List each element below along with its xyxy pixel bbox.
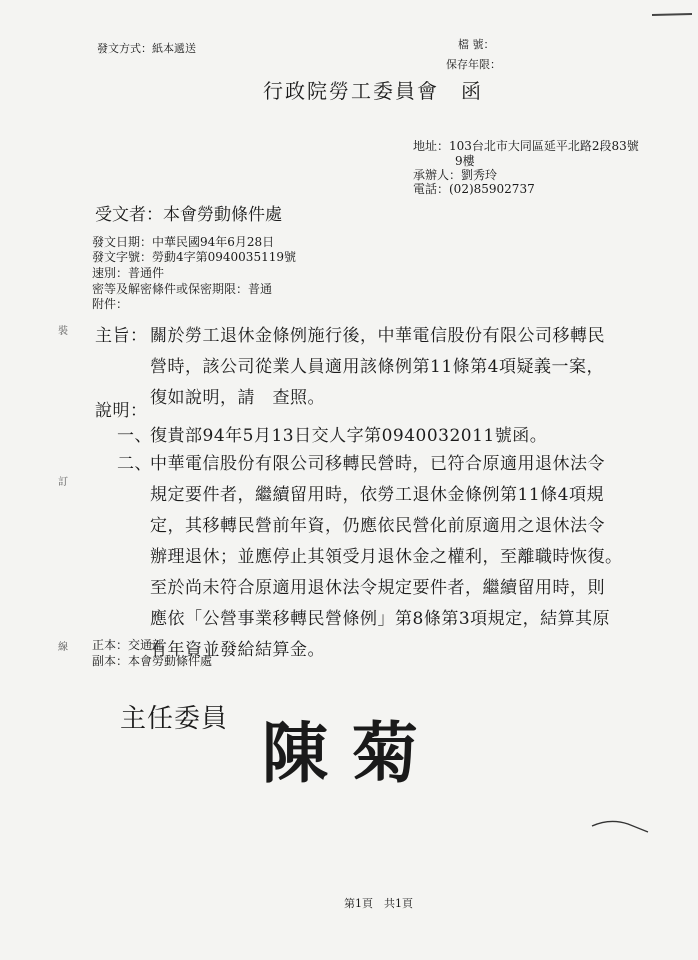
explanation-line: 中華電信股份有限公司移轉民營時，已符合原適用退休法令 bbox=[150, 454, 605, 474]
explanation-item-1-number: 一、 bbox=[117, 426, 152, 446]
document-number: 發文字號：勞動4字第0940035119號 bbox=[92, 250, 296, 264]
page-number: 第1頁 共1頁 bbox=[344, 897, 413, 910]
primary-recipient: 正本：交通部 bbox=[92, 638, 165, 652]
signatory-title: 主任委員 bbox=[120, 704, 229, 734]
file-number-label: 檔 號： bbox=[458, 38, 495, 51]
explanation-item-2 bbox=[150, 449, 623, 666]
secrecy-level: 密等及解密條件或保密期限：普通 bbox=[92, 282, 273, 296]
subject-label: 主旨： bbox=[95, 326, 148, 346]
address-line: 地址：103台北市大同區延平北路2段83號 bbox=[413, 139, 639, 153]
retention-label: 保存年限： bbox=[446, 58, 501, 71]
scan-mark-icon bbox=[650, 10, 694, 20]
delivery-method: 發文方式：紙本遞送 bbox=[97, 42, 196, 55]
explanation-line: 復貴部94年5月13日交人字第0940032011號函。 bbox=[150, 426, 548, 446]
phone-number: 電話：(02)85902737 bbox=[413, 182, 535, 196]
attachments: 附件： bbox=[92, 297, 129, 311]
binding-mark: 裝 bbox=[58, 326, 68, 337]
copy-recipient: 副本：本會勞動條件處 bbox=[92, 654, 213, 668]
delivery-speed: 速別：普通件 bbox=[92, 266, 165, 280]
document-title: 行政院勞工委員會 函 bbox=[263, 79, 483, 103]
contact-person: 承辦人：劉秀玲 bbox=[413, 168, 498, 182]
explanation-item-2-number: 二、 bbox=[117, 454, 152, 474]
explanation-line: 定，其移轉民營前年資，仍應依民營化前原適用之退休法令 bbox=[150, 516, 605, 536]
issue-date: 發文日期：中華民國94年6月28日 bbox=[92, 235, 275, 249]
recipient: 受文者：本會勞動條件處 bbox=[95, 205, 282, 225]
binding-mark: 訂 bbox=[58, 477, 68, 488]
explanation-line: 規定要件者，繼續留用時，依勞工退休金條例第11條4項規 bbox=[150, 485, 604, 505]
subject-text bbox=[150, 321, 605, 414]
subject-line: 關於勞工退休金條例施行後，中華電信股份有限公司移轉民 bbox=[150, 326, 605, 346]
explanation-line: 有年資並發給結算金。 bbox=[150, 640, 325, 660]
explanation-line: 至於尚未符合原適用退休法令規定要件者，繼續留用時，則 bbox=[150, 578, 605, 598]
address-line-2: 9樓 bbox=[455, 154, 475, 168]
binding-mark: 線 bbox=[58, 642, 68, 653]
explanation-label: 說明： bbox=[95, 401, 148, 421]
pen-mark-icon bbox=[590, 812, 650, 836]
signatory-signature: 陳菊 bbox=[262, 714, 442, 792]
explanation-item-1 bbox=[150, 421, 547, 452]
subject-line: 營時，該公司從業人員適用該條例第11條第4項疑義一案， bbox=[150, 357, 604, 377]
subject-line: 復如說明，請 查照。 bbox=[150, 388, 325, 408]
explanation-line: 應依「公營事業移轉民營條例」第8條第3項規定，結算其原 bbox=[150, 609, 611, 629]
explanation-line: 辦理退休；並應停止其領受月退休金之權利，至離職時恢復。 bbox=[150, 547, 623, 567]
